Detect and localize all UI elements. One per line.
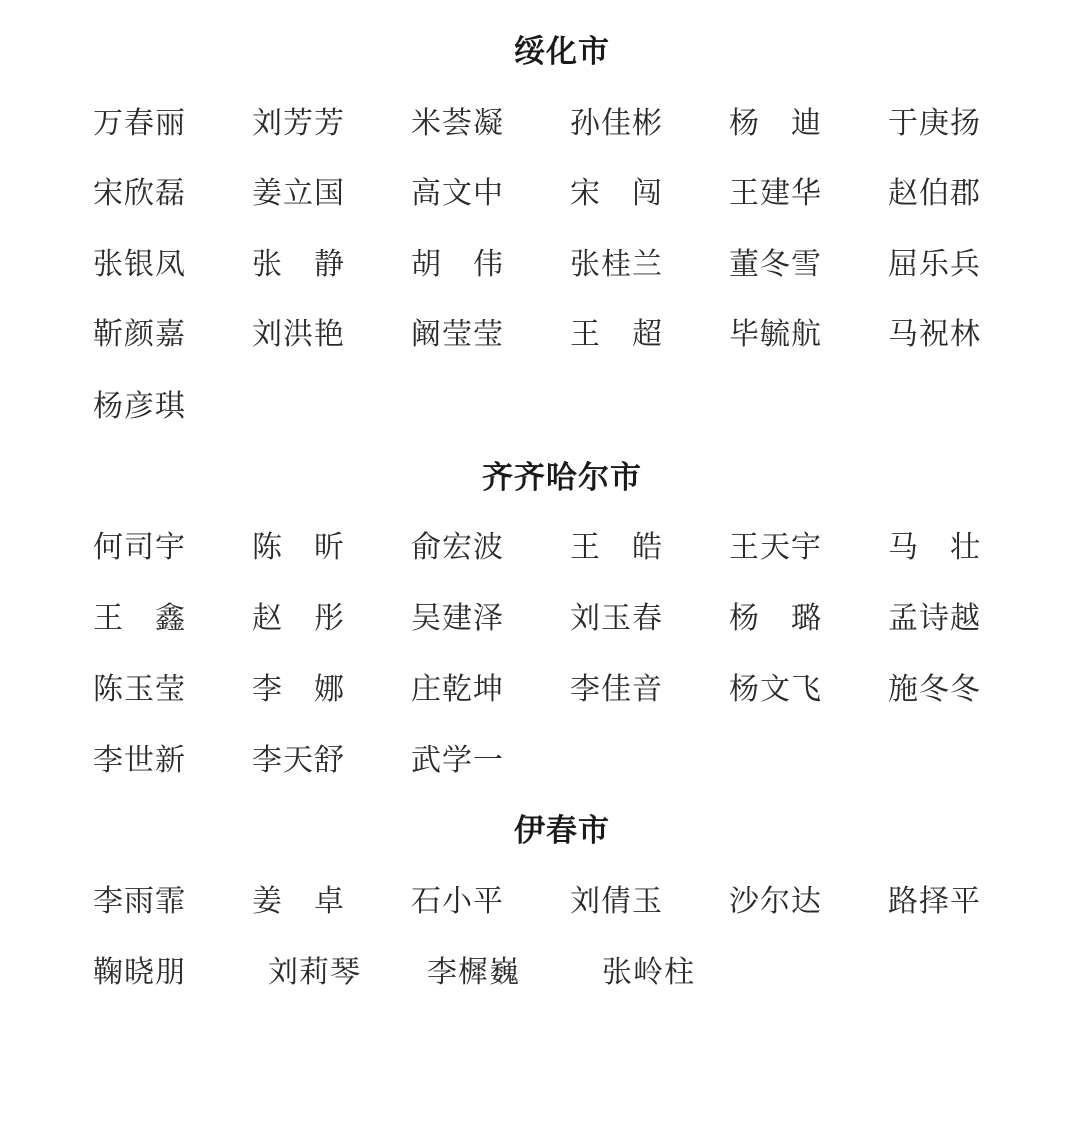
name-item: 高文中 xyxy=(411,176,504,211)
name-item: 杨文飞 xyxy=(729,672,822,707)
name-item: 马祝林 xyxy=(888,317,981,352)
name-item: 毕毓航 xyxy=(729,317,822,352)
name-item: 庄乾坤 xyxy=(411,672,504,707)
name-item: 刘玉春 xyxy=(570,601,663,636)
name-item: 鞠晓朋 xyxy=(93,955,186,990)
name-item: 于庚扬 xyxy=(888,106,981,141)
name-item: 米荟凝 xyxy=(411,106,504,141)
name-item: 沙尔达 xyxy=(729,884,822,919)
name-item: 刘洪艳 xyxy=(252,317,345,352)
name-item: 宋 闯 xyxy=(570,176,663,211)
name-item: 赵 彤 xyxy=(252,601,345,636)
name-item: 武学一 xyxy=(411,743,504,778)
name-item: 董冬雪 xyxy=(729,247,822,282)
name-item: 孙佳彬 xyxy=(570,106,663,141)
name-item: 陈玉莹 xyxy=(93,672,186,707)
name-item: 吴建泽 xyxy=(411,601,504,636)
name-item: 张桂兰 xyxy=(570,247,663,282)
section-title-qiqihar: 齐齐哈尔市 xyxy=(482,460,642,496)
name-item: 万春丽 xyxy=(93,106,186,141)
name-item: 王建华 xyxy=(729,176,822,211)
name-item: 李天舒 xyxy=(252,743,345,778)
name-item: 李 娜 xyxy=(252,672,345,707)
name-item: 刘芳芳 xyxy=(252,106,345,141)
name-item: 李佳音 xyxy=(570,672,663,707)
name-item: 刘倩玉 xyxy=(570,884,663,919)
name-item: 屈乐兵 xyxy=(888,247,981,282)
name-item: 石小平 xyxy=(411,884,504,919)
name-item: 姜立国 xyxy=(252,176,345,211)
name-item: 刘莉琴 xyxy=(268,955,361,990)
name-item: 张 静 xyxy=(252,247,345,282)
name-item: 施冬冬 xyxy=(888,672,981,707)
name-item: 王天宇 xyxy=(729,530,822,565)
name-item: 李雨霏 xyxy=(93,884,186,919)
name-item: 李世新 xyxy=(93,743,186,778)
name-item: 王 皓 xyxy=(570,530,663,565)
name-item: 杨 璐 xyxy=(729,601,822,636)
name-item: 陈 昕 xyxy=(252,530,345,565)
name-item: 李樨巍 xyxy=(427,955,520,990)
name-item: 王 鑫 xyxy=(93,601,186,636)
name-item: 孟诗越 xyxy=(888,601,981,636)
name-item: 杨彦琪 xyxy=(93,389,186,424)
name-item: 张岭柱 xyxy=(602,955,695,990)
name-item: 宋欣磊 xyxy=(93,176,186,211)
name-item: 马 壮 xyxy=(888,530,981,565)
name-item: 靳颜嘉 xyxy=(93,317,186,352)
name-item: 阚莹莹 xyxy=(411,317,504,352)
name-item: 胡 伟 xyxy=(411,247,504,282)
name-item: 王 超 xyxy=(570,317,663,352)
name-item: 赵伯郡 xyxy=(888,176,981,211)
name-item: 杨 迪 xyxy=(729,106,822,141)
name-item: 俞宏波 xyxy=(411,530,504,565)
name-item: 路择平 xyxy=(888,884,981,919)
name-item: 何司宇 xyxy=(93,530,186,565)
name-item: 姜 卓 xyxy=(252,884,345,919)
name-item: 张银凤 xyxy=(93,247,186,282)
section-title-suihua: 绥化市 xyxy=(514,34,610,70)
section-title-yichun: 伊春市 xyxy=(514,813,610,849)
